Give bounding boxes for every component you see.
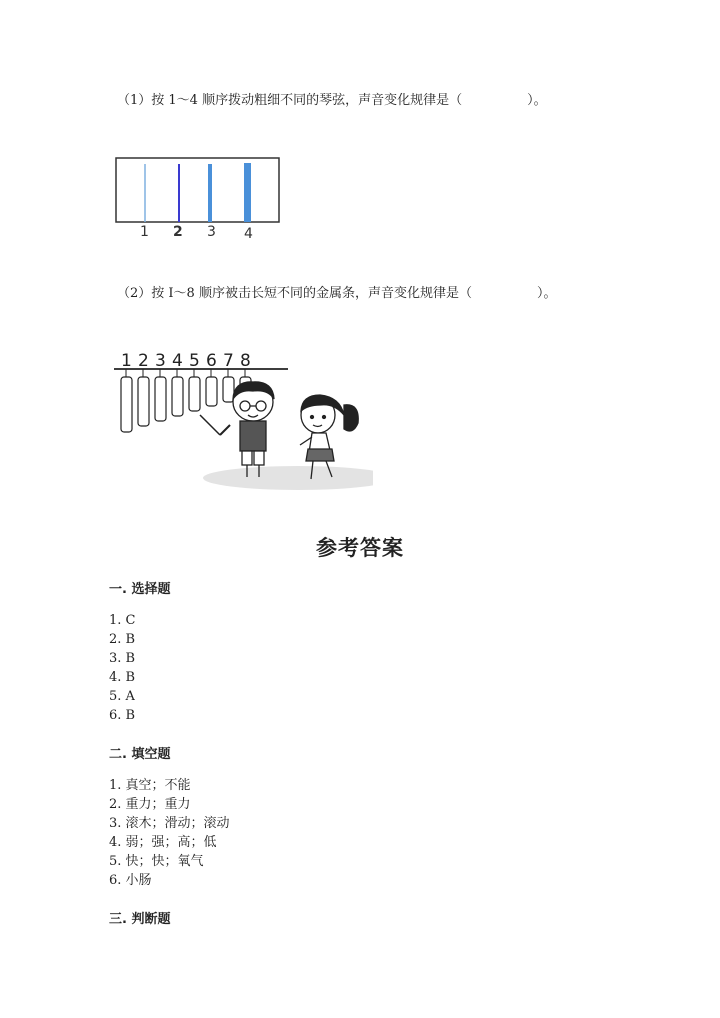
metal-bars-figure [108, 345, 373, 495]
answer-title: 参考答案 [316, 535, 404, 560]
metal-bar-2 [138, 377, 149, 426]
strings-figure [110, 152, 290, 242]
bar-label-4: 4 [172, 351, 183, 371]
bar-label-3: 3 [155, 351, 166, 371]
question-2-text: （2）按 I～8 顺序被击长短不同的金属条，声音变化规律是（ ）。 [117, 286, 557, 301]
string-label-1: 1 [140, 224, 149, 240]
string-label-4: 4 [244, 226, 253, 242]
bar-label-7: 7 [223, 351, 234, 371]
bar-label-1: 1 [121, 351, 132, 371]
bar-label-2: 2 [138, 351, 149, 371]
string-label-2: 2 [173, 224, 183, 240]
answer-item: 2. 重力；重力 [109, 797, 191, 812]
metal-bar-1 [121, 377, 132, 432]
answer-item: 4. B [109, 670, 136, 685]
section-fill-heading: 二. 填空题 [109, 747, 171, 762]
section-fill-answers [109, 776, 230, 890]
answer-item: 3. 滚木；滑动；滚动 [109, 816, 230, 831]
bar-label-8: 8 [240, 351, 251, 371]
answer-item: 2. B [109, 632, 136, 647]
metal-bar-3 [155, 377, 166, 421]
question-1-text: （1）按 1～4 顺序拨动粗细不同的琴弦，声音变化规律是（ ）。 [117, 93, 547, 108]
metal-bar-5 [189, 377, 200, 411]
answer-item: 5. 快；快；氧气 [109, 854, 204, 869]
answer-item: 5. A [109, 689, 135, 704]
answer-item: 3. B [109, 651, 136, 666]
bar-label-6: 6 [206, 351, 217, 371]
ground-shadow [203, 466, 373, 490]
bar-label-5: 5 [189, 351, 200, 371]
answer-item: 6. B [109, 708, 136, 723]
string-label-3: 3 [207, 224, 216, 240]
strings-frame [116, 158, 279, 222]
answer-item: 1. C [109, 613, 136, 628]
section-judge-heading: 三. 判断题 [109, 912, 171, 927]
answer-item: 6. 小肠 [109, 873, 152, 888]
section-choice-answers [109, 611, 135, 725]
string-4 [244, 163, 251, 222]
metal-bar-7 [223, 377, 234, 402]
answer-item: 1. 真空；不能 [109, 778, 191, 793]
metal-bar-6 [206, 377, 217, 406]
metal-bar-4 [172, 377, 183, 416]
section-choice-heading: 一. 选择题 [109, 582, 171, 597]
answer-item: 4. 弱；强；高；低 [109, 835, 217, 850]
